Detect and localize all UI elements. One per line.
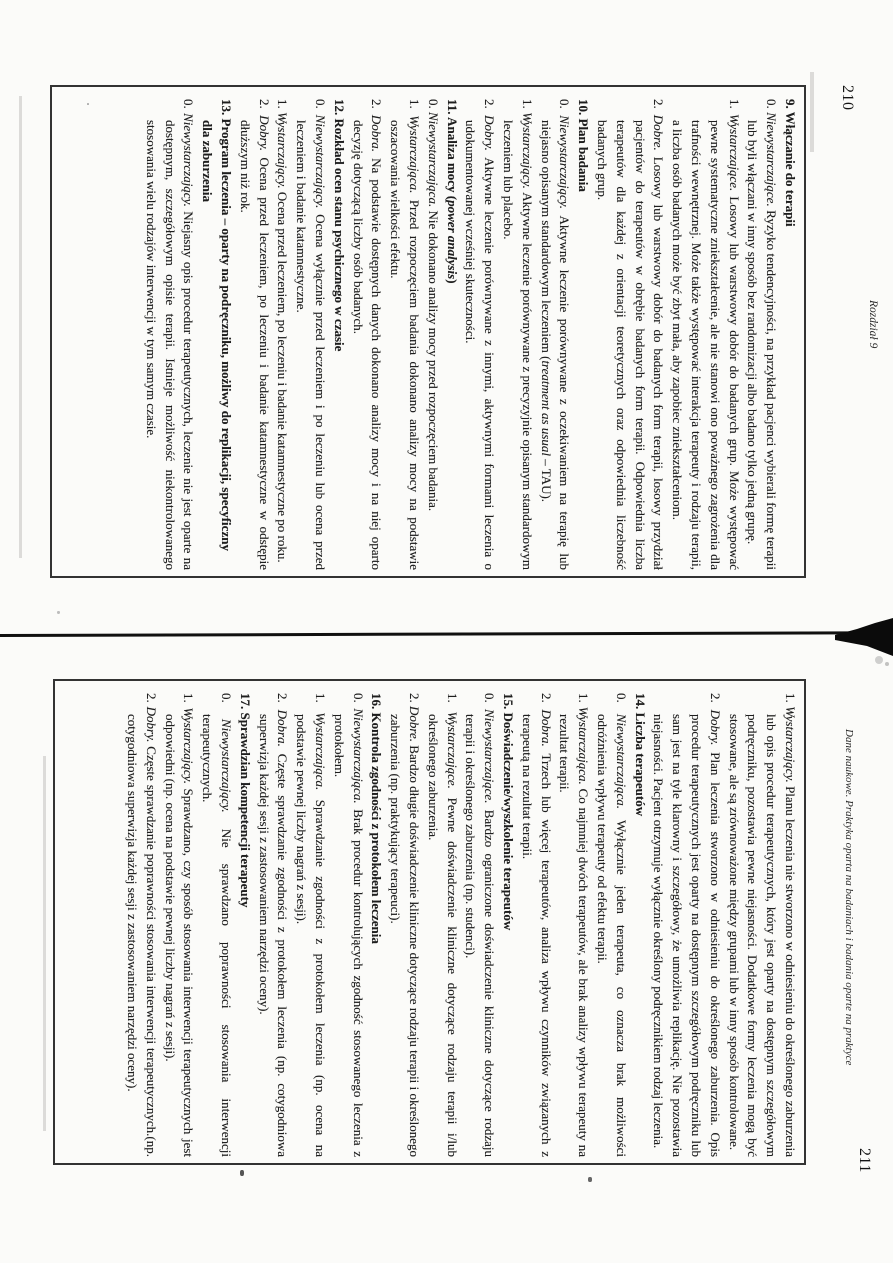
scale-criterion-heading <box>367 693 386 1157</box>
scale-rating-item <box>423 693 461 1157</box>
item-text: – TAU). <box>538 456 554 503</box>
item-text: Ryzyko tendencyjności, na przykład pacjenci wybierali formę terapii lub byli włączani w inny sposób bez randomizacji albo badano tylko jedną grupę. <box>745 120 780 570</box>
item-number: 1. <box>444 693 460 712</box>
scale-rating-item <box>724 693 799 1157</box>
item-text: Program leczenia – oparty na podręczniku, możliwy do replikacji, specyficzny dla zaburzenia <box>200 118 235 551</box>
scale-rating-item <box>498 99 536 570</box>
rating-label: Wystarczające. <box>726 113 742 197</box>
item-number: 1. <box>181 693 197 708</box>
scale-criterion-heading <box>498 693 517 1157</box>
scale-criterion-heading <box>630 693 649 1157</box>
scan-artifact-blob <box>835 610 893 670</box>
rating-label: Wystarczająca. <box>313 712 329 800</box>
scale-rating-item <box>461 99 499 570</box>
item-number: 1. <box>519 99 535 113</box>
scale-rating-item <box>160 693 198 1157</box>
item-text: Pewne doświadczenie kliniczne dotyczące rodzaju terapii i/lub określonego zaburzenia. <box>425 714 460 1157</box>
scan-speck <box>57 611 60 614</box>
rating-label: Niewystarczające. <box>482 708 498 810</box>
item-number: 2. <box>407 693 423 707</box>
item-number: 12. <box>331 99 347 119</box>
item-number: 0. <box>557 99 573 116</box>
rating-label: Wystarczająca. <box>576 706 592 789</box>
page-211-block <box>53 679 806 1165</box>
scale-rating-item <box>291 693 329 1157</box>
scan-speck <box>588 1177 592 1182</box>
rating-label: Niewystarczająca. <box>350 708 366 810</box>
rating-label: Dobra. <box>369 114 385 159</box>
item-text: Sprawdzanie zgodności z protokołem leczenia (np. ocena na podstawie pewnej liczby nagrań z sesji). <box>294 714 329 1157</box>
scale-rating-item <box>254 693 292 1157</box>
item-number: 0. <box>313 99 329 115</box>
rating-label: Wystarczające. <box>444 711 460 798</box>
item-number: 1. <box>407 99 423 116</box>
item-text: Doświadczenie/wyszkolenie terapeutów <box>501 712 517 931</box>
scale-rating-item <box>198 693 236 1157</box>
item-number: 2. <box>275 693 291 710</box>
rating-label: Niewystarczająca. <box>425 112 441 211</box>
scan-edge-shadow <box>19 96 22 558</box>
rating-label: Niewystarczający. <box>181 113 197 212</box>
item-text: Sprawdzian kompetencji terapeuty <box>237 712 253 908</box>
scale-rating-item <box>649 693 724 1157</box>
item-number: 1. <box>783 693 798 707</box>
item-number: 0. <box>764 99 780 113</box>
item-number: 11. <box>444 99 460 118</box>
page-number-211: 211 <box>856 1148 873 1173</box>
item-number: 2. <box>707 693 723 710</box>
item-text: Kontrola zgodności z protokołem leczenia <box>369 712 385 944</box>
scale-rating-item <box>122 693 160 1157</box>
scale-rating-item <box>555 693 593 1157</box>
item-number: 1. <box>726 99 742 114</box>
item-text: ) <box>444 279 460 284</box>
scale-rating-item <box>461 693 499 1157</box>
item-number: 2. <box>256 99 272 116</box>
running-head-210: Rozdział 9 <box>867 300 879 349</box>
item-number: 0. <box>613 693 629 714</box>
item-text: treatment as usual <box>538 360 554 457</box>
rating-scale-box-210 <box>50 85 806 578</box>
scale-rating-item <box>348 99 386 570</box>
page-number-210: 210 <box>839 85 856 111</box>
item-text: Plan badania <box>576 118 592 192</box>
item-text: Bardzo ograniczone doświadczenie kliniczne dotyczące rodzaju terapii i określonego zaburzenia (np. studenci). <box>463 714 498 1157</box>
item-text: Bardzo długie doświadczenie kliniczne dotyczące rodzaju terapii i określonego zaburzenia (np. praktykujący terapeuci). <box>388 714 423 1157</box>
scale-criterion-heading <box>198 99 236 570</box>
item-number: 2. <box>651 99 667 115</box>
rating-label: Dobry. <box>482 115 498 158</box>
item-number: 13. <box>219 99 235 119</box>
scale-rating-item <box>592 693 630 1157</box>
scale-rating-item <box>235 99 273 570</box>
item-text: Analiza mocy ( <box>444 117 460 201</box>
rating-label: Dobry. <box>707 709 723 753</box>
item-text: Planu leczenia nie stworzono w odniesieniu do określonego zaburzenia lub opis procedur terapeutycznych, który jest oparty na dostępnym szczegółowym podręczniku, pozostawia pewne niejasności. Dodatkowe formy leczenia mogą być stosowane, ale są zrównoważone między grupami lub w inny sposób kontrolowane. <box>726 714 798 1158</box>
scale-criterion-heading <box>329 99 348 570</box>
page-210-block <box>50 85 806 578</box>
item-text: Losowy lub warstwowy dobór do badanych grup. Może występować pewne systematyczne zniekształcenie, ale nie stanowi ono poważnego zagrożenia dla trafności wewnętrznej. Może także występować interakcja terapeuty i rodzaju terapii, a liczba osób badanych może być zbyt mała, aby zapobiec zniekształceniom. <box>670 120 742 571</box>
item-number: 2. <box>538 693 554 710</box>
scale-criterion-heading <box>780 99 799 570</box>
rating-label: Dobry. <box>256 115 272 158</box>
item-number: 0. <box>482 693 498 709</box>
item-text: Wyłącznie jeden terapeuta, co oznacza brak możliwości odróżnienia wpływu terapeuty od efektu terapii. <box>595 714 629 1158</box>
rating-scale-box-211 <box>53 679 806 1165</box>
item-text: Niejasny opis procedur terapeutycznych, leczenie nie jest oparte na dostępnym, szczegółowym opisie terapii. Istnieje możliwość niekontrolowanego stosowania wielu rodzajów interwencji w tym samym czasie. <box>143 120 197 571</box>
rating-label: Wystarczający. <box>519 112 535 193</box>
item-number: 0. <box>219 693 235 719</box>
item-number: 9. <box>783 99 798 112</box>
page-gutter-line <box>0 631 893 637</box>
item-text: Sprawdzano, czy sposób stosowania interwencji terapeutycznych jest odpowiedni (np. ocena na podstawie pewnej liczby nagrań z sesji). <box>162 714 197 1158</box>
scale-rating-item <box>743 99 781 570</box>
item-number: 2. <box>369 99 385 115</box>
item-text: Brak procedur kontrolujących zgodność stosowanego leczenia z protokołem. <box>331 714 366 1157</box>
scale-rating-item <box>517 693 555 1157</box>
item-number: 0. <box>350 693 366 709</box>
scale-criterion-heading <box>573 99 592 570</box>
item-text: power analysis <box>444 200 460 280</box>
item-number: 1. <box>275 99 291 112</box>
rating-label: Niewystarczające. <box>764 112 780 211</box>
rating-scale-entries-210 <box>141 87 804 576</box>
item-number: 1. <box>576 693 592 707</box>
rating-label: Niewystarczający. <box>219 718 235 829</box>
item-number: 15. <box>501 693 517 713</box>
item-number: 2. <box>482 99 498 116</box>
item-number: 14. <box>632 693 648 713</box>
rating-label: Wystarczający. <box>275 112 291 192</box>
scan-speck <box>87 103 89 105</box>
item-text: Aktywne leczenie porównywane z oczekiwaniem na terapię lub niejasno opisanym standardowym leczeniem ( <box>538 120 573 571</box>
running-head-211: Dane naukowe. Praktyka oparta na badaniach i badania oparte na praktyce <box>843 729 855 1066</box>
rating-label: Dobre. <box>407 706 423 746</box>
scale-rating-item <box>385 693 423 1157</box>
rating-label: Dobry. <box>143 706 159 747</box>
scale-rating-item <box>667 99 742 570</box>
scale-rating-item <box>536 99 574 570</box>
scan-speck <box>240 1170 244 1176</box>
item-text: Częste sprawdzanie zgodności z protokołem leczenia (np. cotygodniowa superwizja każdej sesji z zastosowaniem narzędzi oceny). <box>256 714 291 1158</box>
item-text: Trzech lub więcej terapeutów, analiza wpływu czynników związanych z terapeutą na rezultat terapii. <box>519 714 554 1158</box>
item-text: Ocena wyłącznie przed leczeniem i po leczeniu lub ocena przed leczeniem i badanie katamnestyczne. <box>294 120 329 571</box>
scale-rating-item <box>385 99 423 570</box>
scale-rating-item <box>423 99 442 570</box>
rating-scale-entries-211 <box>122 681 804 1163</box>
rating-label: Dobra. <box>538 709 554 754</box>
item-number: 2. <box>143 693 159 707</box>
rating-label: Wystarczająca. <box>407 115 423 200</box>
rating-label: Niewystarczająca. <box>613 713 629 820</box>
scale-criterion-heading <box>442 99 461 570</box>
scale-rating-item <box>329 693 367 1157</box>
rating-label: Dobra. <box>275 709 291 754</box>
rating-label: Wystarczający. <box>181 707 197 789</box>
scan-edge-shadow <box>810 72 814 152</box>
rating-label: Dobre. <box>651 114 667 157</box>
item-text: Ocena przed leczeniem, po leczeniu i badanie katamnestyczne w odstępie dłuższym niż rok. <box>237 120 272 571</box>
item-number: 16. <box>369 693 385 713</box>
rating-label: Niewystarczający. <box>557 115 573 216</box>
scale-rating-item <box>291 99 329 570</box>
scale-rating-item <box>141 99 197 570</box>
item-text: Ocena przed leczeniem, po leczeniu i badanie katamnestyczne po roku. <box>275 191 291 563</box>
item-number: 1. <box>313 693 329 713</box>
item-text: Częste sprawdzanie poprawności stosowania interwencji terapeutycznych.(np. cotygodniowa superwizja każdej sesji z zastosowaniem narzędzi oceny). <box>125 714 159 1158</box>
item-text: Włączanie do terapii <box>783 111 798 227</box>
item-text: Przed rozpoczęciem badania dokonano analizy mocy na podstawie oszacowania wielkości efektu. <box>388 120 423 570</box>
item-text: Losowy lub warstwowy dobór do badanych form terapii, losowy przydział pacjentów do terapeutów w obrębie badanych form terapii. Odpowiednia liczba terapeutów dla każdej z orientacji teoretycznych oraz odpowiednia liczebność badanych grup. <box>595 120 667 570</box>
scan-edge-shadow <box>43 756 46 1131</box>
item-text: Nie sprawdzano poprawności stosowania interwencji terapeutycznych. <box>200 714 235 1158</box>
rating-label: Niewystarczający. <box>313 114 329 215</box>
item-number: 17. <box>237 693 253 713</box>
item-text: Rozkład ocen stanu psychicznego w czasie <box>331 118 347 352</box>
item-text: Na podstawie dostępnych danych dokonano analizy mocy i na niej oparto decyzję dotyczącą liczby osób badanych. <box>350 120 385 570</box>
item-text: Plan leczenia stworzono w odniesieniu do określonego zaburzenia. Opis procedur terapeutycznych jest oparty na dostępnym szczegółowym podręczniku lub sam jest na tyle klarowny i szczegółowy, że umożliwia replikację. Nie pozostawia niejasności. Pacjent otrzymuje wyłącznie określony podręcznikiem rodzaj leczenia. <box>651 714 723 1158</box>
scale-rating-item <box>592 99 667 570</box>
scale-rating-item <box>273 99 292 570</box>
scale-criterion-heading <box>235 693 254 1157</box>
item-text: Nie dokonano analizy mocy przed rozpoczęciem badania. <box>425 210 441 512</box>
item-number: 0. <box>181 99 197 114</box>
item-number: 0. <box>425 99 441 112</box>
item-text: Aktywne leczenie porównywane z innymi, aktywnymi formami leczenia o udokumentowanej wcześniej skuteczności. <box>463 120 498 570</box>
rating-label: Wystarczający. <box>783 706 798 787</box>
item-text: Co najmniej dwóch terapeutów, ale brak analizy wpływu terapeuty na rezultat terapii. <box>557 714 592 1158</box>
item-text: Liczba terapeutów <box>632 712 648 817</box>
item-text: Aktywne leczenie porównywane z precyzyjnie opisanym standardowym leczeniem lub placebo. <box>501 120 535 571</box>
item-number: 10. <box>576 99 592 119</box>
